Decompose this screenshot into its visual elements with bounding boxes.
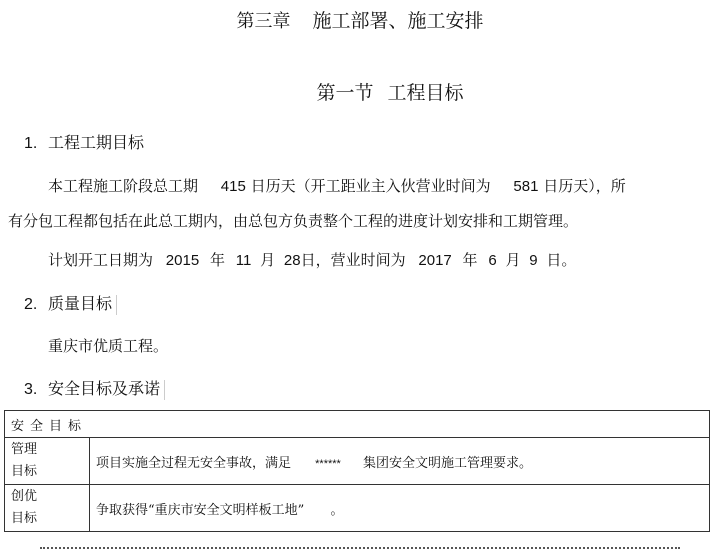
total-days: 415 xyxy=(220,178,246,195)
text: 日，营业时间为 xyxy=(300,251,406,269)
table-row xyxy=(5,438,710,485)
subheading-title: 安全目标及承诺 xyxy=(48,379,161,398)
row-content xyxy=(90,485,710,532)
quality-paragraph: 重庆市优质工程。 xyxy=(48,337,169,355)
text-cursor-mark xyxy=(164,380,165,400)
subheading-schedule-goal xyxy=(24,130,144,153)
text: 月 xyxy=(505,251,521,269)
section-title: 工程目标 xyxy=(387,82,464,104)
safety-goals-table xyxy=(4,410,710,532)
text: 月 xyxy=(260,251,276,269)
schedule-paragraph-line2: 有分包工程都包括在此总工期内，由总包方负责整个工程的进度计划安排和工期管理。 xyxy=(8,212,579,230)
subheading-title: 质量目标 xyxy=(48,294,113,313)
table-row xyxy=(5,485,710,532)
opening-day: 9 xyxy=(529,252,538,269)
table-header-cell: 安全目标 xyxy=(5,411,710,438)
chapter-heading xyxy=(0,6,720,33)
subheading-title: 工程工期目标 xyxy=(48,133,145,152)
text: 项目实施全过程无安全事故，满足 xyxy=(96,455,292,471)
chapter-number: 第三章 xyxy=(236,11,291,32)
subheading-number: 1. xyxy=(24,135,38,152)
section-number: 第一节 xyxy=(316,82,374,104)
start-day: 28 xyxy=(283,252,301,269)
text: 本工程施工阶段总工期 xyxy=(48,177,199,195)
text: 争取获得“重庆市安全文明样板工地” xyxy=(96,502,305,518)
label-line: 管理 xyxy=(11,442,38,457)
text: 集团安全文明施工管理要求。 xyxy=(362,455,532,471)
subheading-number: 2. xyxy=(24,296,38,313)
schedule-paragraph-line1 xyxy=(48,175,626,196)
text: 。 xyxy=(330,502,344,518)
row-content xyxy=(90,438,710,485)
text: 日历天），所 xyxy=(543,177,626,195)
row-label xyxy=(5,438,90,485)
opening-days: 581 xyxy=(513,178,539,195)
text-cursor-mark xyxy=(116,295,117,315)
text: 日。 xyxy=(546,251,577,269)
label-line: 目标 xyxy=(11,511,38,526)
subheading-number: 3. xyxy=(24,381,38,398)
opening-year: 2017 xyxy=(418,252,452,269)
redacted-name: ****** xyxy=(315,457,341,470)
text: 年 xyxy=(462,251,478,269)
subheading-quality-goal xyxy=(24,291,117,315)
start-month: 11 xyxy=(235,252,252,269)
start-year: 2015 xyxy=(165,252,200,269)
start-date-paragraph xyxy=(48,249,576,270)
opening-month: 6 xyxy=(488,252,497,269)
label-line: 创优 xyxy=(11,489,38,504)
chapter-title: 施工部署、施工安排 xyxy=(312,10,484,32)
text: 年 xyxy=(209,251,225,269)
cut-off-text-line xyxy=(40,544,680,552)
section-heading xyxy=(0,78,720,105)
text: 日历天（开工距业主入伙营业时间为 xyxy=(250,177,491,195)
subheading-safety-goal xyxy=(24,376,165,400)
label-line: 目标 xyxy=(11,464,38,479)
table-header-row xyxy=(5,411,710,438)
row-label xyxy=(5,485,90,532)
text: 计划开工日期为 xyxy=(48,251,154,269)
